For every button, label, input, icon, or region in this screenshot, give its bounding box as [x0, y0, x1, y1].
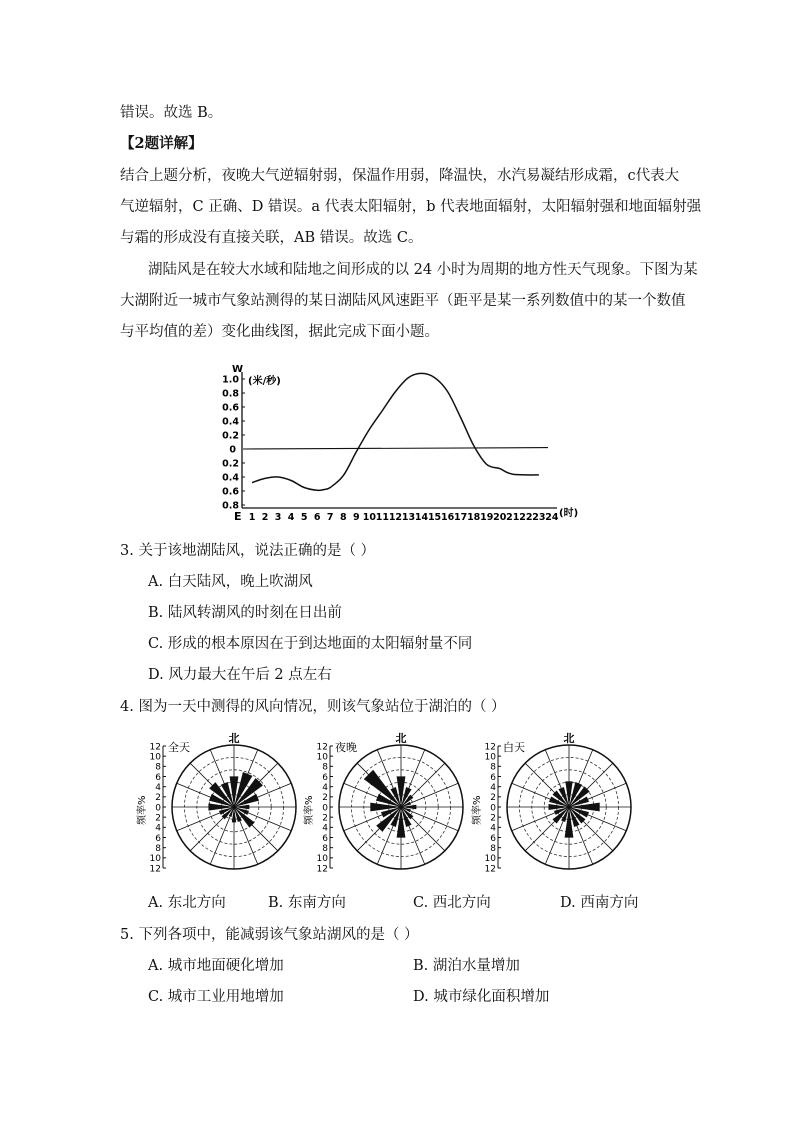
x-tick-label: 19	[480, 512, 494, 523]
y-tick-label: 0.2	[222, 430, 239, 442]
x-tick-label: 16	[440, 512, 455, 523]
x-tick-label: 17	[454, 512, 468, 523]
zero-reference-line	[243, 448, 548, 449]
rose-tick-label: 12	[316, 742, 328, 753]
rose-tick-label: 6	[155, 833, 161, 844]
rose-tick-label: 10	[149, 854, 161, 865]
q4-option-b[interactable]: B. 东南方向	[268, 895, 346, 911]
y-axis-bottom-label: E	[234, 510, 242, 523]
wind-rose-night	[304, 727, 477, 877]
rose-tick-label: 10	[316, 854, 328, 865]
rose-tick-label: 2	[322, 793, 328, 804]
q4-option-c[interactable]: C. 西北方向	[413, 895, 491, 911]
x-tick-label: 6	[313, 512, 321, 523]
rose-tick-label: 4	[322, 823, 328, 834]
y-tick-label: 1.0	[222, 374, 239, 386]
x-tick-label: 15	[427, 512, 442, 523]
q3-option-c[interactable]: C. 形成的根本原因在于到达地面的太阳辐射量不同	[148, 636, 473, 652]
rose-petal	[565, 781, 572, 807]
q5-option-d[interactable]: D. 城市绿化面积增加	[413, 989, 550, 1005]
q2-detail-line-1: 结合上题分析，夜晚大气逆辐射弱，保温作用弱，降温快，水汽易凝结形成霜，c代表大	[120, 168, 680, 184]
rose-tick-label: 8	[490, 843, 496, 854]
lake-land-wind-chart	[215, 358, 585, 523]
rose-tick-label: 4	[155, 782, 161, 793]
rose-petal	[401, 805, 416, 809]
rose-north-label: 北	[228, 732, 240, 745]
rose-tick-label: 10	[316, 752, 328, 763]
q4-option-d[interactable]: D. 西南方向	[560, 895, 639, 911]
analysis-prev-line: 错误。故选 B。	[120, 105, 223, 121]
rose-petal	[397, 807, 406, 838]
x-tick-label: 1	[248, 512, 256, 523]
q4-stem: 4. 图为一天中测得的风向情况，则该气象站位于湖泊的（ ）	[120, 699, 506, 715]
rose-tick-label: 12	[149, 742, 161, 753]
rose-tick-label: 0	[490, 803, 496, 814]
x-tick-label: 4	[287, 512, 295, 523]
rose-tick-label: 12	[316, 864, 328, 875]
x-tick-label: 7	[326, 512, 334, 523]
rose-axis-label: 频率%	[137, 795, 148, 825]
rose-tick-label: 10	[149, 752, 161, 763]
x-tick-label: 3	[274, 512, 282, 523]
q3-option-d[interactable]: D. 风力最大在午后 2 点左右	[148, 667, 332, 683]
rose-tick-label: 4	[490, 782, 496, 793]
rose-petal	[397, 776, 406, 807]
y-tick-label: 0.8	[222, 388, 239, 400]
intro-line-3: 与平均值的差）变化曲线图，据此完成下面小题。	[120, 324, 439, 340]
rose-period-label: 夜晚	[335, 741, 357, 754]
rose-petal	[370, 803, 401, 812]
q3-stem: 3. 关于该地湖陆风，说法正确的是（ ）	[120, 543, 376, 559]
rose-axis-label: 频率%	[472, 795, 483, 825]
x-tick-label: 10	[362, 512, 376, 523]
rose-petal	[234, 805, 249, 809]
rose-petal	[569, 803, 600, 812]
x-tick-label: 21	[506, 512, 520, 523]
rose-tick-label: 12	[484, 864, 496, 875]
rose-axis-label: 频率%	[304, 795, 315, 825]
y-tick-label: 0.6	[222, 402, 239, 414]
rose-tick-label: 12	[149, 864, 161, 875]
rose-period-label: 白天	[503, 741, 525, 754]
rose-tick-label: 6	[490, 772, 496, 783]
intro-line-2: 大湖附近一城市气象站测得的某日湖陆风风速距平（距平是某一系列数值中的某一个数值	[120, 293, 686, 309]
rose-north-label: 北	[395, 732, 407, 745]
x-tick-label: 18	[467, 512, 481, 523]
rose-tick-label: 6	[322, 833, 328, 844]
rose-tick-label: 10	[484, 854, 496, 865]
q5-option-c[interactable]: C. 城市工业用地增加	[148, 989, 284, 1005]
rose-tick-label: 2	[490, 793, 496, 804]
rose-tick-label: 0	[155, 803, 161, 814]
y-tick-label: 0.4	[222, 472, 239, 484]
rose-tick-label: 6	[155, 772, 161, 783]
q5-option-a[interactable]: A. 城市地面硬化增加	[148, 958, 284, 974]
rose-north-label: 北	[563, 732, 575, 745]
rose-petal	[565, 807, 574, 838]
rose-period-label: 全天	[168, 741, 190, 754]
x-tick-label: 24	[545, 512, 559, 523]
rose-tick-label: 12	[484, 742, 496, 753]
rose-tick-label: 8	[490, 762, 496, 773]
q3-option-b[interactable]: B. 陆风转湖风的时刻在日出前	[148, 605, 342, 621]
rose-petal	[230, 776, 239, 807]
rose-tick-label: 6	[322, 772, 328, 783]
y-tick-label: 0.4	[222, 416, 239, 428]
y-tick-label: 0	[229, 444, 236, 456]
y-tick-label: 0.6	[222, 486, 239, 498]
rose-tick-label: 2	[490, 813, 496, 824]
y-axis-unit: (米/秒)	[248, 376, 281, 387]
rose-tick-label: 2	[155, 813, 161, 824]
q3-option-a[interactable]: A. 白天陆风，晚上吹湖风	[148, 574, 313, 590]
q2-detail-line-3: 与霜的形成没有直接关联，AB 错误。故选 C。	[120, 230, 423, 246]
rose-tick-label: 4	[322, 782, 328, 793]
rose-tick-label: 4	[155, 823, 161, 834]
rose-petal	[232, 807, 236, 822]
y-tick-label: 0.2	[222, 458, 239, 470]
wind-rose-day	[472, 727, 645, 877]
x-tick-label: 14	[414, 512, 429, 523]
rose-tick-label: 4	[490, 823, 496, 834]
rose-tick-label: 0	[322, 803, 328, 814]
q4-option-a[interactable]: A. 东北方向	[148, 895, 226, 911]
rose-tick-label: 8	[155, 843, 161, 854]
wind-anomaly-curve	[252, 373, 539, 490]
x-tick-label: 20	[493, 512, 507, 523]
x-tick-label: 5	[300, 512, 308, 523]
rose-tick-label: 6	[490, 833, 496, 844]
x-axis-unit: (时)	[559, 508, 579, 519]
rose-tick-label: 8	[322, 843, 328, 854]
x-tick-label: 13	[401, 512, 416, 523]
y-tick-label: 0.8	[222, 500, 239, 512]
wind-rose-all-day	[137, 727, 310, 877]
rose-tick-label: 2	[155, 793, 161, 804]
x-tick-label: 12	[388, 512, 403, 523]
q2-detail-line-2: 气逆辐射，C 正确、D 错误。a 代表太阳辐射，b 代表地面辐射，太阳辐射强和地面辐射强	[120, 199, 702, 215]
rose-tick-label: 2	[322, 813, 328, 824]
q5-stem: 5. 下列各项中，能减弱该气象站湖风的是（ ）	[120, 927, 419, 943]
x-tick-label: 23	[532, 512, 546, 523]
rose-petal	[208, 803, 234, 810]
x-tick-label: 9	[353, 512, 360, 523]
rose-tick-label: 10	[484, 752, 496, 763]
intro-line-1: 湖陆风是在较大水域和陆地之间形成的以 24 小时为周期的地方性天气现象。下图为某	[148, 262, 698, 278]
rose-tick-label: 8	[155, 762, 161, 773]
x-tick-label: 2	[261, 512, 269, 523]
x-tick-label: 11	[375, 512, 390, 523]
y-axis-top-label: W	[232, 364, 244, 375]
q5-option-b[interactable]: B. 湖泊水量增加	[413, 958, 520, 974]
rose-tick-label: 8	[322, 762, 328, 773]
q2-detail-heading: 【2题详解】	[120, 135, 203, 152]
x-tick-label: 8	[339, 512, 347, 523]
x-tick-label: 22	[519, 512, 533, 523]
rose-petal	[549, 804, 569, 810]
